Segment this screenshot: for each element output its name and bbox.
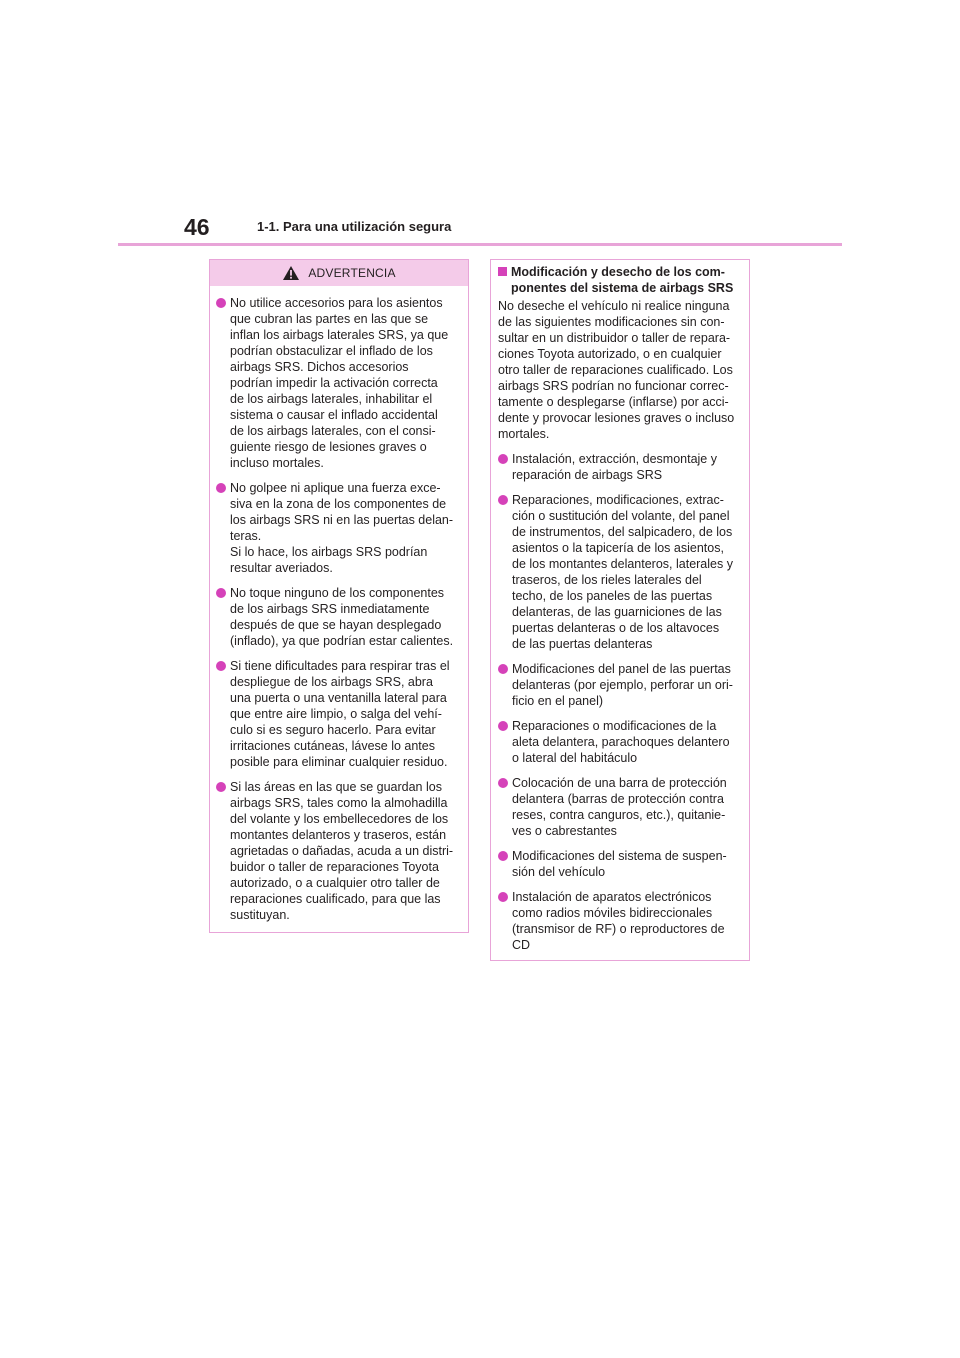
- warning-item: [216, 295, 460, 471]
- warning-item-text: Si las áreas en las que se guardan los airbags SRS, tales como la almohadilla del volante y los embellecedores de los montantes delanteros y traseros, están agrietadas o dañadas, acuda a un distri- buidor o taller de reparaciones Toyota autorizado, o a cualquier otro taller de reparaciones cualificado, para que las sustituyan.: [230, 780, 454, 922]
- info-item: [498, 661, 740, 709]
- bullet-icon: [498, 851, 508, 861]
- warning-list: [210, 295, 468, 923]
- warning-box: [209, 259, 469, 933]
- info-intro: No deseche el vehículo ni realice ninguna de las siguientes modificaciones sin con- sultar en un distribuidor o taller de repara- ciones Toyota autorizado, o en cualquier otro taller de reparaciones cualificado. Los airbags SRS podrían no funcionar correc- tamente o desplegarse (inflarse) por acci- dente y provocar lesiones graves o incluso mortales.: [498, 299, 735, 441]
- warning-item-text: Si tiene dificultades para respirar tras el despliegue de los airbags SRS, abra una puerta o una ventanilla lateral para que entre aire limpio, o salga del vehí- culo si es seguro hacerlo. Para evitar irritaciones cutáneas, lávese lo antes posible para eliminar cualquier residuo.: [230, 659, 450, 769]
- bullet-icon: [498, 721, 508, 731]
- bullet-icon: [216, 782, 226, 792]
- info-heading: [498, 264, 740, 296]
- square-bullet-icon: [498, 267, 507, 276]
- warning-header: [210, 260, 468, 286]
- page-number: 46: [184, 214, 210, 240]
- bullet-icon: [216, 483, 226, 493]
- bullet-icon: [216, 661, 226, 671]
- info-list: [498, 451, 740, 953]
- info-box: [490, 259, 750, 961]
- info-item-text: Reparaciones o modificaciones de la aleta delantera, parachoques delantero o lateral del habitáculo: [512, 719, 730, 765]
- info-item-text: Modificaciones del panel de las puertas delanteras (por ejemplo, perforar un ori- ficio en el panel): [512, 662, 733, 708]
- warning-item: [216, 585, 460, 649]
- info-item-text: Reparaciones, modificaciones, extrac- ción o sustitución del volante, del panel de instrumentos, del salpicadero, de los asientos o la tapicería de los asientos, de los montantes delanteros, laterales y traseros, de los rieles laterales del techo, de los paneles de las puertas delanteras, de las guarniciones de las puertas delanteras o de los altavoces de las puertas delanteras: [512, 493, 733, 651]
- warning-item: [216, 658, 460, 770]
- warning-triangle-icon: [282, 265, 300, 281]
- warning-title: ADVERTENCIA: [308, 266, 396, 280]
- bullet-icon: [498, 664, 508, 674]
- info-item-text: Instalación, extracción, desmontaje y reparación de airbags SRS: [512, 452, 717, 482]
- info-item-text: Instalación de aparatos electrónicos como radios móviles bidireccionales (transmisor de RF) o reproductores de CD: [512, 890, 725, 952]
- warning-item-text: No golpee ni aplique una fuerza exce- siva en la zona de los componentes de los airbags SRS ni en las puertas delan- teras. Si lo hace, los airbags SRS podrían resultar averiados.: [230, 481, 454, 575]
- info-item: [498, 889, 740, 953]
- info-heading-text: Modificación y desecho de los com- ponentes del sistema de airbags SRS: [511, 265, 734, 295]
- info-item-text: Colocación de una barra de protección delantera (barras de protección contra reses, contra canguros, etc.), quitanie- ves o cabrestantes: [512, 776, 727, 838]
- info-item: [498, 451, 740, 483]
- info-item: [498, 718, 740, 766]
- bullet-icon: [498, 454, 508, 464]
- section-title: 1-1. Para una utilización segura: [257, 219, 452, 234]
- bullet-icon: [216, 298, 226, 308]
- info-item: [498, 775, 740, 839]
- warning-item: [216, 480, 460, 576]
- warning-item-text: No utilice accesorios para los asientos que cubran las partes en las que se inflan los airbags laterales SRS, ya que podrían obstaculizar el inflado de los airbags SRS. Dichos accesorios podrían impedir la activación correcta de los airbags laterales, inhabilitar el sistema o causar el inflado accidental de los airbags laterales, con el consi- guiente riesgo de lesiones graves o incluso mortales.: [230, 296, 449, 470]
- header-rule: [118, 243, 842, 246]
- bullet-icon: [498, 495, 508, 505]
- warning-item-text: No toque ninguno de los componentes de los airbags SRS inmediatamente después de que se hayan desplegado (inflado), ya que podrían estar calientes.: [230, 586, 454, 648]
- warning-item: [216, 779, 460, 923]
- info-item: [498, 492, 740, 652]
- bullet-icon: [216, 588, 226, 598]
- info-item-text: Modificaciones del sistema de suspen- sión del vehículo: [512, 849, 727, 879]
- bullet-icon: [498, 892, 508, 902]
- bullet-icon: [498, 778, 508, 788]
- info-item: [498, 848, 740, 880]
